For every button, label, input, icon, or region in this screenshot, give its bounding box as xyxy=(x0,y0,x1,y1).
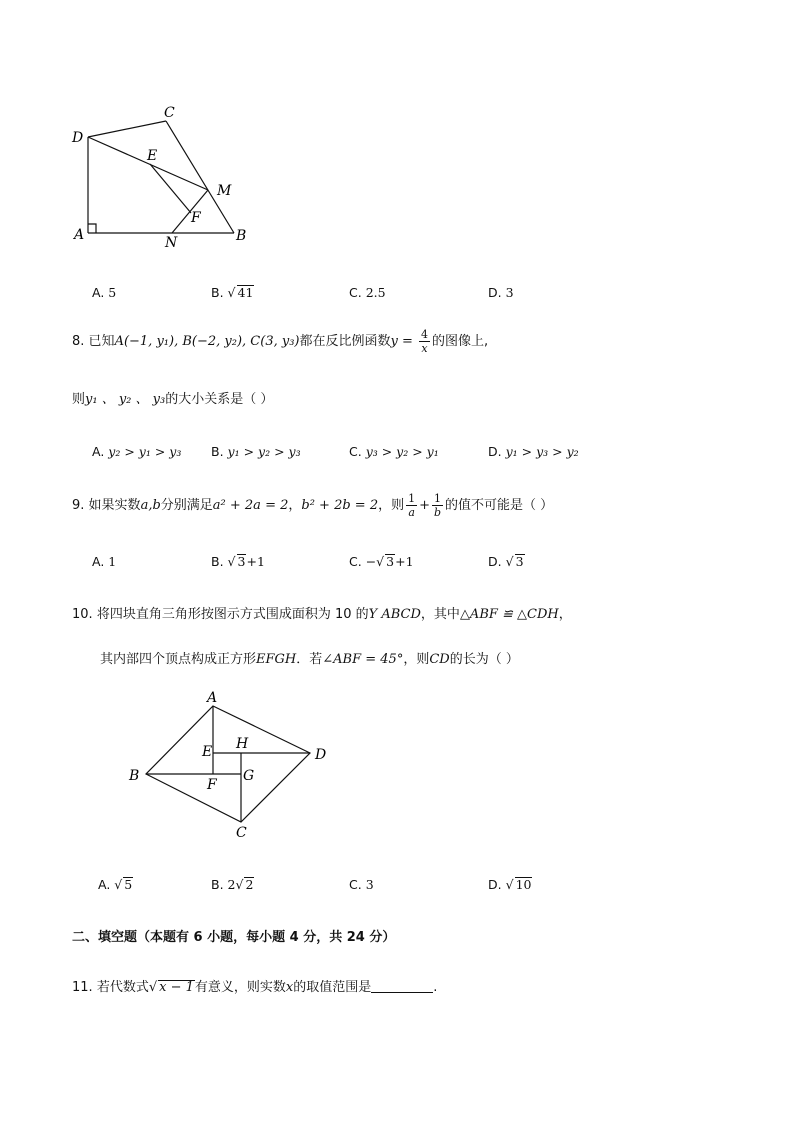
q8-option-d: D. y₁ > y₃ > y₂ xyxy=(488,444,579,459)
figure-q7 xyxy=(0,0,300,260)
q11-answer-blank xyxy=(371,979,433,993)
q7-option-b: B. √ 41 xyxy=(211,285,254,300)
fig7-label-n: N xyxy=(165,235,178,251)
q9-option-b: B. √ 3+1 xyxy=(211,554,265,569)
q7-option-d: D. 3 xyxy=(488,285,514,300)
fig10-label-f: F xyxy=(207,777,217,793)
fig10-label-a: A xyxy=(207,690,218,706)
section-2-title: 二、填空题（本题有 6 小题，每小题 4 分，共 24 分） xyxy=(72,930,396,945)
q10-stem-line2: 其内部四个顶点构成正方形EFGH．若∠ABF = 45°，则CD的长为（ ） xyxy=(100,652,519,667)
fig10-label-e: E xyxy=(202,744,213,760)
q8-option-a: A. y₂ > y₁ > y₃ xyxy=(92,444,182,459)
fig7-label-c: C xyxy=(164,105,175,121)
fig10-label-c: C xyxy=(236,825,247,841)
q7-option-a: A. 5 xyxy=(92,285,117,300)
figure-q10 xyxy=(0,680,360,850)
fig10-label-b: B xyxy=(129,768,140,784)
fig10-label-g: G xyxy=(243,768,255,784)
q7-option-c: C. 2.5 xyxy=(349,285,386,300)
q10-option-a: A. √ 5 xyxy=(98,877,133,892)
fig7-label-a: A xyxy=(74,227,85,243)
fig7-label-d: D xyxy=(72,130,84,146)
fig7-label-e: E xyxy=(147,148,158,164)
q10-option-c: C. 3 xyxy=(349,877,374,892)
q10-stem: 10. 将四块直角三角形按图示方式围成面积为 10 的Y ABCD，其中△ABF ≌ △CDH， xyxy=(72,607,572,622)
q11-stem: 11. 若代数式√ x − 1有意义，则实数x的取值范围是 . xyxy=(72,980,438,995)
q9-stem: 9. 如果实数a,b分别满足a² + 2a = 2，b² + 2b = 2，则 $\frac{1}{a}$ + $\frac{1}{b}$ 的值不可能是（ ） xyxy=(72,492,554,519)
q9-option-d: D. √ 3 xyxy=(488,554,524,569)
fig10-label-d: D xyxy=(315,747,327,763)
fig10-label-h: H xyxy=(236,736,249,752)
q10-option-d: D. √ 10 xyxy=(488,877,532,892)
fig7-label-f: F xyxy=(191,210,201,226)
q8-stem-line2: 则y₁ 、 y₂ 、 y₃的大小关系是（ ） xyxy=(72,392,274,407)
fig7-label-b: B xyxy=(236,228,247,244)
q10-option-b: B. 2√ 2 xyxy=(211,877,254,892)
q8-option-c: C. y₃ > y₂ > y₁ xyxy=(349,444,439,459)
q9-option-c: C. −√ 3+1 xyxy=(349,554,414,569)
fig7-label-m: M xyxy=(217,183,232,199)
q9-option-a: A. 1 xyxy=(92,554,117,569)
q8-stem: 8. 已知A(−1, y₁), B(−2, y₂), C(3, y₃)都在反比例函数y = $\frac{4}{x}$ 的图像上, xyxy=(72,328,489,355)
q8-option-b: B. y₁ > y₂ > y₃ xyxy=(211,444,301,459)
